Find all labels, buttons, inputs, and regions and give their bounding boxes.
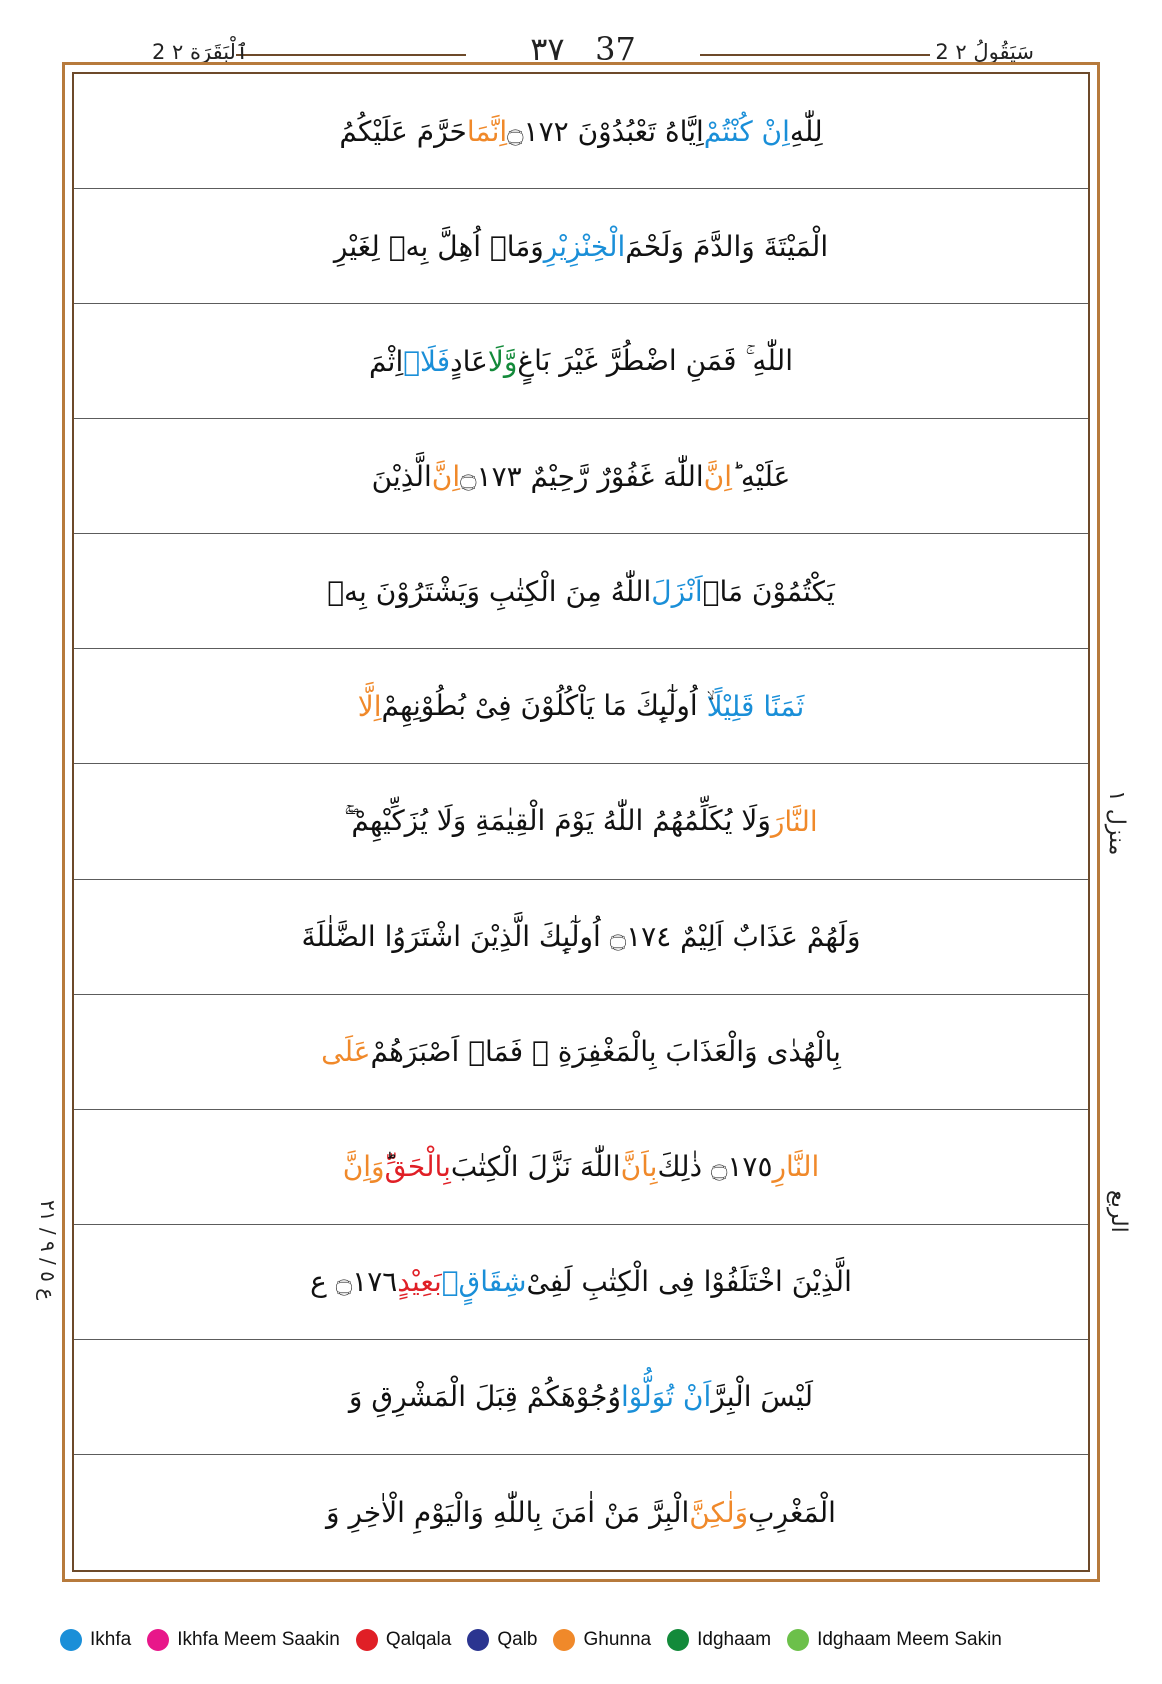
tajweed-segment-ghunna: بِاَنَّ — [620, 1150, 658, 1184]
text-segment: حَرَّمَ عَلَیْكُمُ — [339, 114, 467, 148]
text-segment: اِیَّاهُ تَعْبُدُوْنَ ۝١٧٢ — [507, 114, 704, 148]
legend-item — [60, 1629, 131, 1651]
legend-item — [667, 1629, 771, 1651]
legend-item — [553, 1629, 651, 1651]
text-segment: لَیْسَ الْبِرَّ — [711, 1380, 814, 1414]
tajweed-segment-ghunna: وَلٰكِنَّ — [689, 1495, 749, 1529]
text-line — [74, 995, 1088, 1110]
text-segment: الْبِرَّ مَنْ اٰمَنَ بِاللّٰهِ وَالْیَوْمِ الْاٰخِرِ وَ — [326, 1495, 690, 1529]
text-segment: یَكْتُمُوْنَ مَاۤ — [702, 574, 835, 608]
text-segment: عَلَیْهِ ؕ — [732, 459, 791, 493]
tajweed-legend — [60, 1620, 1120, 1660]
legend-item — [356, 1629, 452, 1651]
text-segment: ۝١٧٦ ع — [310, 1265, 398, 1299]
legend-dot-icon — [356, 1629, 378, 1651]
legend-dot-icon — [553, 1629, 575, 1651]
tajweed-segment-idghaam: وَّلَا — [487, 344, 518, 378]
text-segment: وَلَا یُكَلِّمُهُمُ اللّٰهُ یَوْمَ الْقِیٰمَةِ وَلَا یُزَكِّیْهِمْ ۚۖ — [344, 804, 771, 838]
text-segment: ۙ اُولٰٓىِٕكَ مَا یَاْكُلُوْنَ فِیْ بُطُوْنِهِمْ — [381, 689, 707, 723]
tajweed-segment-ghunna: اِلَّا — [357, 689, 382, 723]
text-segment: اللّٰهَ غَفُوْرٌ رَّحِیْمٌ ۝١٧٣ — [460, 459, 704, 493]
legend-dot-icon — [60, 1629, 82, 1651]
text-line — [74, 1110, 1088, 1225]
text-segment: اللّٰهَ نَزَّلَ الْكِتٰبَ — [450, 1150, 621, 1184]
legend-label: Qalqala — [385, 1629, 452, 1650]
text-line — [74, 304, 1088, 419]
legend-dot-icon — [667, 1629, 689, 1651]
text-line — [74, 1340, 1088, 1455]
quran-text-body — [74, 74, 1088, 1570]
para-name: 2 سَيَقُولُ ٢ — [935, 40, 1034, 64]
text-line — [74, 74, 1088, 189]
tajweed-segment-ghunna: اِنَّ — [431, 459, 461, 493]
legend-label: Ikhfa — [90, 1629, 132, 1650]
ruku-marker-right: الربع — [1106, 1190, 1131, 1233]
page-number-arabic: ٣٧ — [530, 30, 565, 68]
page-number-latin: 37 — [595, 30, 636, 68]
text-segment: اللّٰهُ مِنَ الْكِتٰبِ وَیَشْتَرُوْنَ بِهٖ — [327, 574, 652, 608]
text-segment: وَمَاۤ اُهِلَّ بِهٖ لِغَیْرِ — [333, 229, 544, 263]
text-segment: وَلَهُمْ عَذَابٌ اَلِیْمٌ ۝١٧٤ اُولٰٓىِٕكَ الَّذِیْنَ اشْتَرَوُا الضَّلٰلَةَ — [301, 920, 861, 954]
manzil-marker: منزل ١ — [1104, 790, 1129, 856]
tajweed-segment-ghunna: وَاِنَّ — [342, 1150, 385, 1184]
tajweed-segment-ghunna: عَلَى — [321, 1035, 371, 1069]
text-line — [74, 1225, 1088, 1340]
surah-name: 2 ٱلْبَقَرَة ٢ — [152, 40, 249, 64]
legend-dot-icon — [147, 1629, 169, 1651]
legend-dot-icon — [787, 1629, 809, 1651]
text-segment: لِلّٰهِ — [789, 114, 823, 148]
text-segment: الْمَیْتَةَ وَالدَّمَ وَلَحْمَ — [625, 229, 829, 263]
legend-item — [147, 1629, 340, 1651]
text-line — [74, 189, 1088, 304]
legend-label: Idghaam — [697, 1629, 772, 1650]
tajweed-segment-ikhfa: اَنْزَلَ — [651, 574, 703, 608]
text-line — [74, 764, 1088, 879]
legend-label: Ghunna — [583, 1629, 652, 1650]
ruku-marker-left: ع ٥ / ٩ / ٢١ — [36, 1200, 60, 1301]
text-line — [74, 1455, 1088, 1570]
tajweed-segment-ikhfa: شِقَاقٍۭ — [441, 1265, 527, 1299]
text-line — [74, 649, 1088, 764]
text-segment: الْمَغْرِبِ — [748, 1495, 836, 1529]
tajweed-segment-ghunna: النَّارِ — [772, 1150, 820, 1184]
tajweed-segment-ikhfa: اَنْ تُوَلُّوْا — [621, 1380, 712, 1414]
text-line — [74, 880, 1088, 995]
text-line — [74, 534, 1088, 649]
text-line — [74, 419, 1088, 534]
tajweed-segment-ikhfa: فَلَاۤ — [403, 344, 451, 378]
tajweed-segment-ghunna: اِنَّمَا — [466, 114, 508, 148]
page-header — [0, 0, 1162, 66]
tajweed-segment-ikhfa: ثَمَنًا قَلِیْلًا — [706, 689, 805, 723]
legend-label: Idghaam Meem Sakin — [817, 1629, 1002, 1650]
tajweed-segment-qalqala: بِالْحَقِّ — [384, 1150, 451, 1184]
legend-item — [787, 1629, 1002, 1651]
tajweed-segment-ghunna: النَّارَ — [770, 804, 818, 838]
legend-label: Ikhfa Meem Saakin — [177, 1629, 340, 1650]
text-segment: بِالْهُدٰى وَالْعَذَابَ بِالْمَغْفِرَةِ ۚ فَمَاۤ اَصْبَرَهُمْ — [370, 1035, 841, 1069]
legend-dot-icon — [467, 1629, 489, 1651]
tajweed-segment-ikhfa: الْخِنْزِیْرِ — [543, 229, 626, 263]
text-segment: ۝١٧٥ ذٰلِكَ — [657, 1150, 773, 1184]
tajweed-segment-qalqala: بَعِیْدٍ — [397, 1265, 442, 1299]
text-segment: اللّٰهِ ۚ فَمَنِ اضْطُرَّ غَیْرَ بَاغٍ — [517, 344, 793, 378]
text-segment: الَّذِیْنَ اخْتَلَفُوْا فِی الْكِتٰبِ لَفِیْ — [526, 1265, 852, 1299]
text-segment: وُجُوْهَكُمْ قِبَلَ الْمَشْرِقِ وَ — [348, 1380, 621, 1414]
header-rule-left — [236, 54, 466, 56]
text-segment: الَّذِیْنَ — [371, 459, 432, 493]
text-segment: عَادٍ — [450, 344, 488, 378]
legend-item — [467, 1629, 537, 1651]
tajweed-segment-ikhfa: اِنْ كُنْتُمْ — [703, 114, 790, 148]
legend-label: Qalb — [497, 1629, 538, 1650]
text-segment: اِثْمَ — [369, 344, 404, 378]
header-rule-right — [700, 54, 930, 56]
tajweed-segment-ghunna: اِنَّ — [703, 459, 732, 493]
